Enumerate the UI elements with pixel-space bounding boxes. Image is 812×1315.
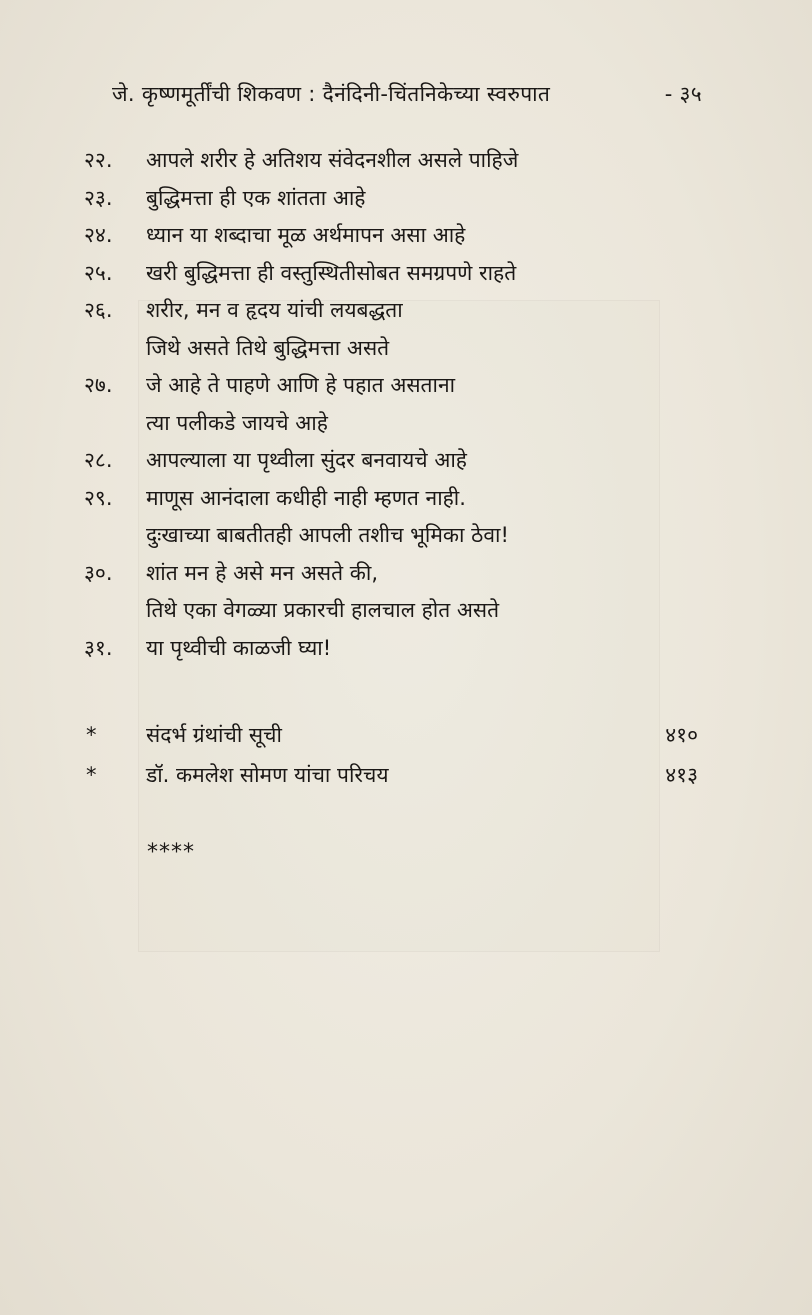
list-item: [84, 480, 724, 555]
item-number: ३१.: [84, 635, 113, 660]
end-ornament: ****: [147, 840, 195, 865]
reference-label: संदर्भ ग्रंथांची सूची: [146, 723, 282, 747]
item-number: २७.: [84, 373, 113, 397]
item-text: जे आहे ते पाहणे आणि हे पहात असताना: [146, 373, 456, 397]
list-item: [84, 142, 724, 180]
item-text: खरी बुद्धिमत्ता ही वस्तुस्थितीसोबत समग्रपणे राहते: [146, 260, 517, 285]
list-item: [84, 255, 724, 293]
reference-page-number: ४१३: [665, 763, 698, 787]
item-text: शरीर, मन व हृदय यांची लयबद्धता: [146, 298, 403, 322]
list-item: [84, 292, 724, 367]
list-item: [84, 180, 724, 218]
reference-entry: [84, 715, 698, 755]
running-header-title: जे. कृष्णमूर्तींची शिकवण : दैनंदिनी-चिंतनिकेच्या स्वरुपात: [112, 82, 551, 106]
reference-page-number: ४१०: [665, 723, 698, 747]
item-number: २५.: [84, 260, 113, 285]
item-text: त्या पलीकडे जायचे आहे: [146, 410, 328, 435]
asterisk-icon: *: [86, 723, 97, 747]
item-text: बुद्धिमत्ता ही एक शांतता आहे: [146, 185, 366, 210]
item-text: तिथे एका वेगळ्या प्रकारची हालचाल होत असते: [146, 598, 500, 622]
contents-list: [84, 142, 724, 667]
list-item: [84, 367, 724, 442]
item-text: आपल्याला या पृथ्वीला सुंदर बनवायचे आहे: [146, 448, 467, 472]
item-text: ध्यान या शब्दाचा मूळ अर्थमापन असा आहे: [146, 223, 466, 247]
item-text: दुःखाच्या बाबतीतही आपली तशीच भूमिका ठेवा!: [146, 523, 509, 547]
item-text: आपले शरीर हे अतिशय संवेदनशील असले पाहिजे: [146, 148, 519, 172]
reference-list: [84, 715, 698, 795]
list-item: [84, 217, 724, 255]
item-number: २६.: [84, 298, 113, 322]
item-number: २८.: [84, 448, 113, 472]
item-text: जिथे असते तिथे बुद्धिमत्ता असते: [146, 335, 390, 360]
item-number: २४.: [84, 223, 113, 247]
page-number: - ३५: [664, 82, 702, 106]
reference-entry: [84, 755, 698, 795]
item-text: माणूस आनंदाला कधीही नाही म्हणत नाही.: [146, 485, 466, 510]
list-item: [84, 442, 724, 480]
item-number: २९.: [84, 485, 113, 510]
item-number: २२.: [84, 148, 113, 172]
reference-label: डॉ. कमलेश सोमण यांचा परिचय: [146, 763, 389, 787]
list-item: [84, 630, 724, 668]
list-item: [84, 555, 724, 630]
item-text: शांत मन हे असे मन असते की,: [146, 560, 379, 585]
item-number: २३.: [84, 185, 113, 210]
asterisk-icon: *: [86, 763, 97, 787]
item-text: या पृथ्वीची काळजी घ्या!: [146, 635, 332, 660]
item-number: ३०.: [84, 560, 113, 585]
